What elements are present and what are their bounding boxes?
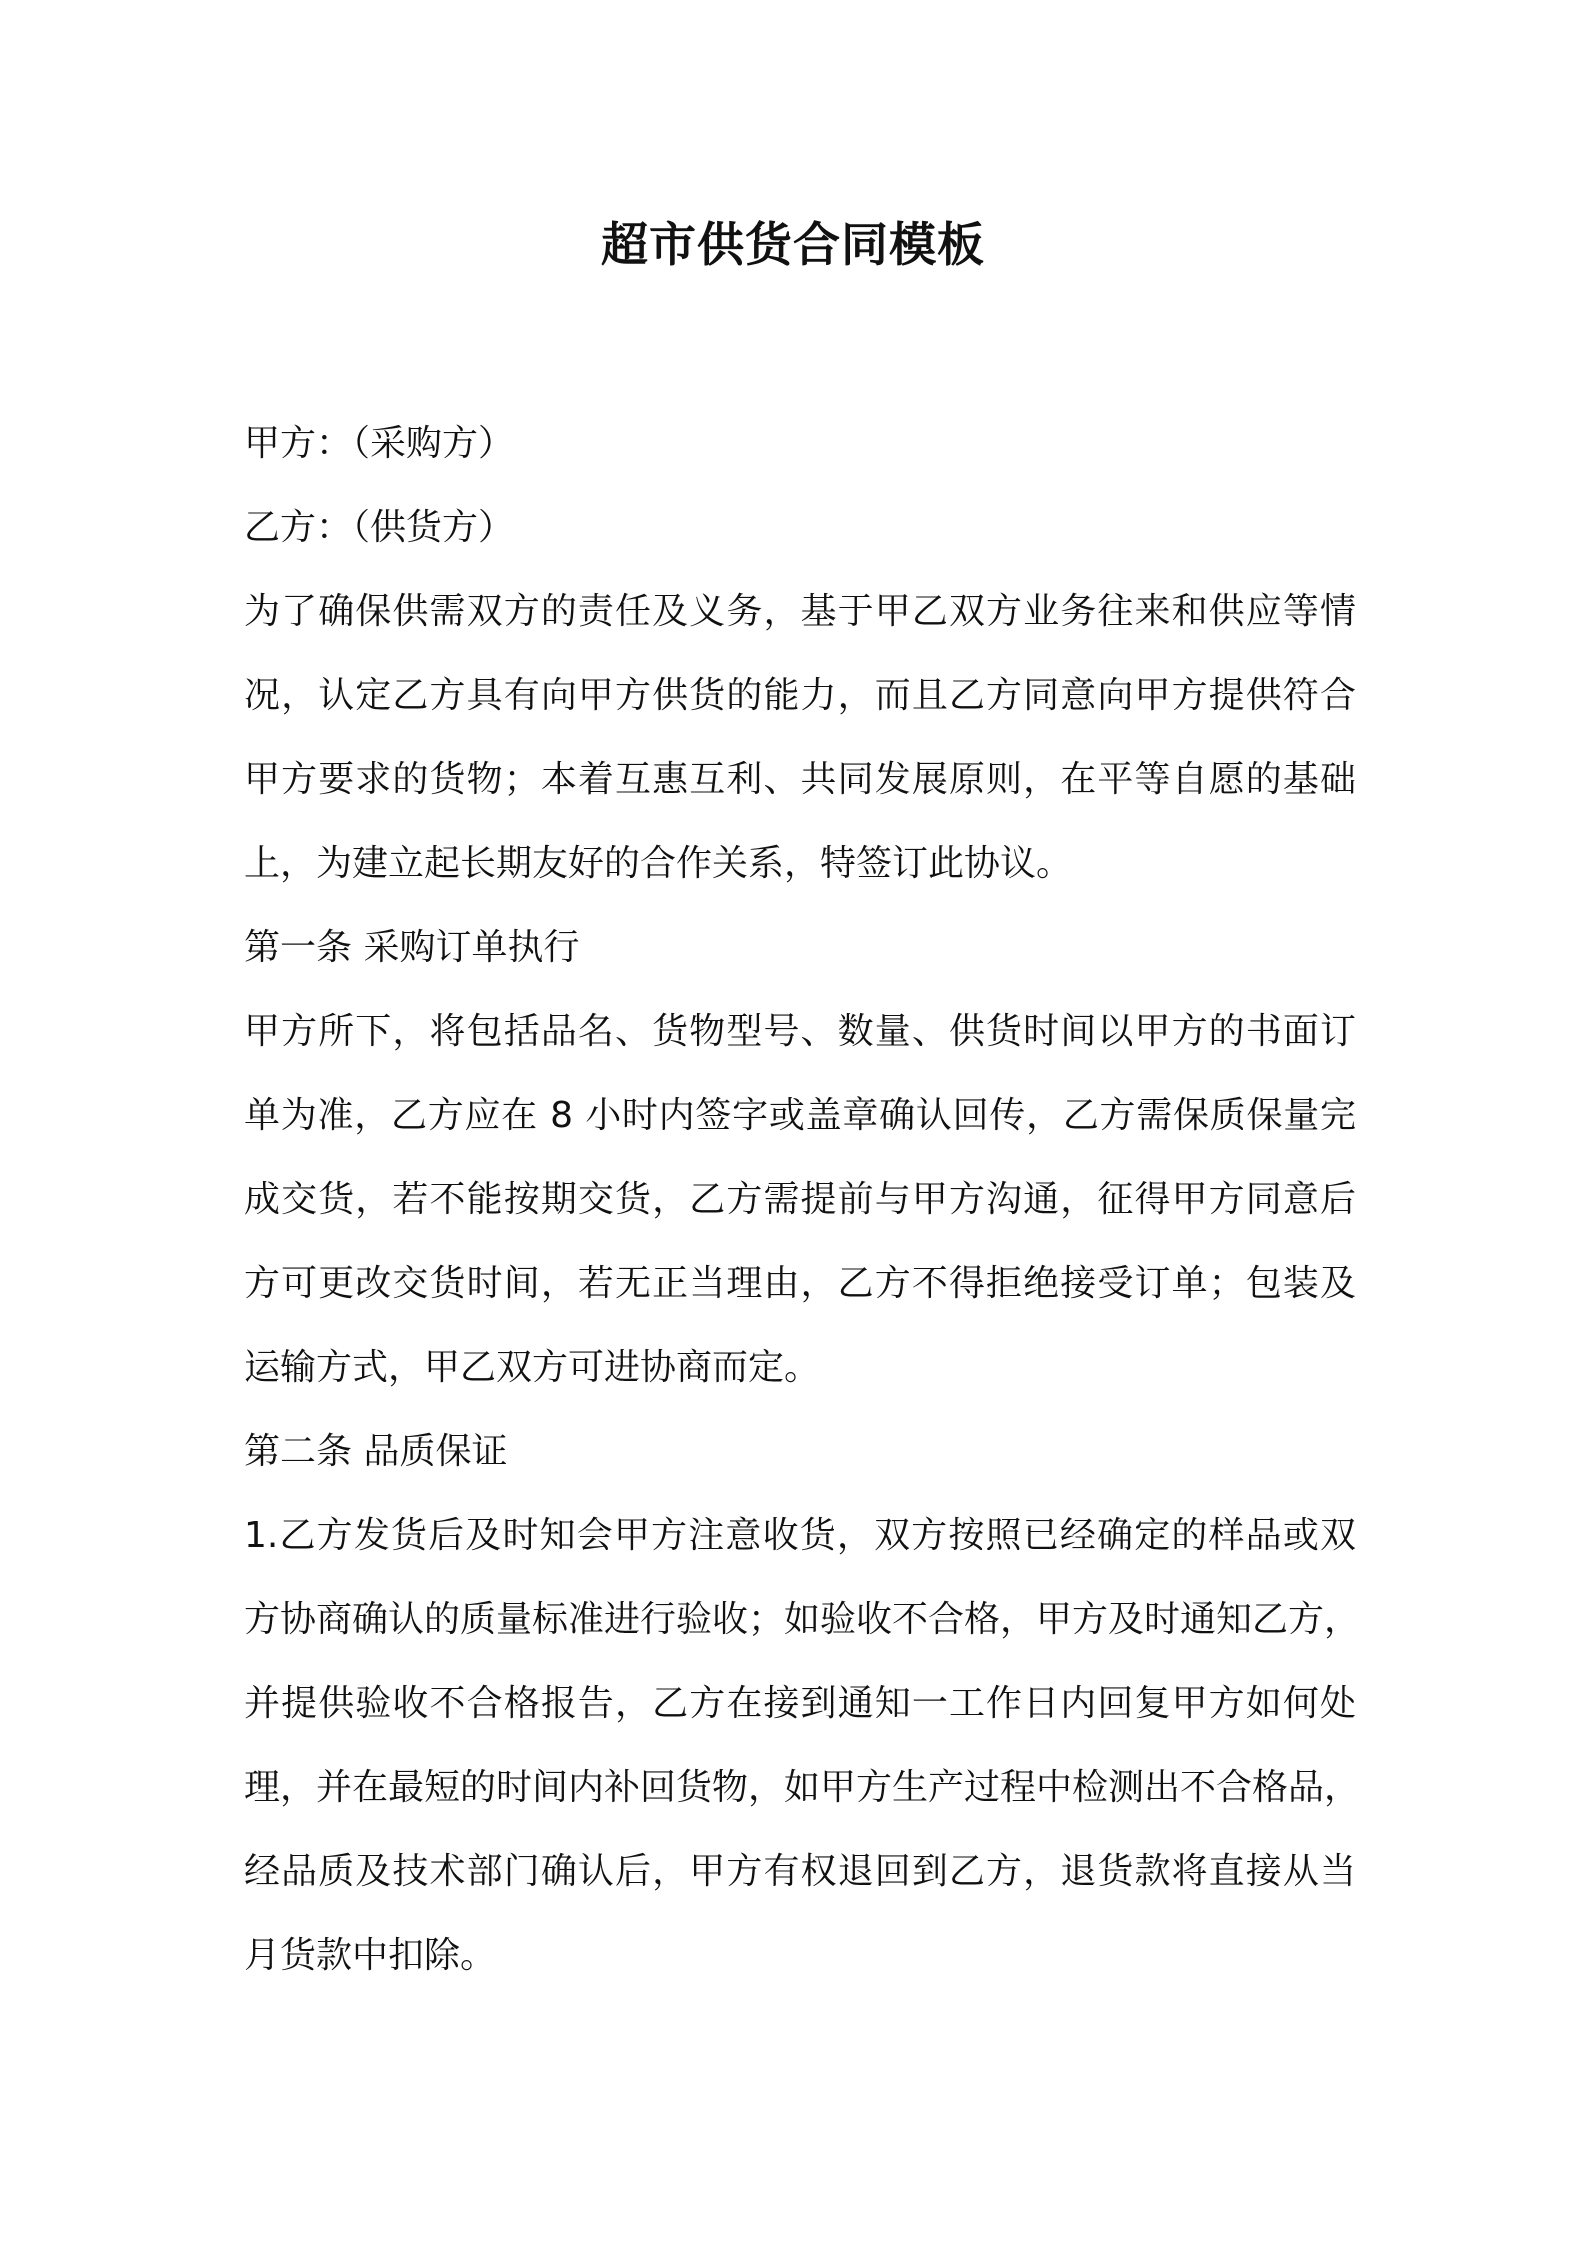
document-title: 超市供货合同模板 bbox=[601, 218, 985, 273]
article-2-line: 1.乙方发货后及时知会甲方注意收货，双方按照已经确定的样品或双 bbox=[244, 1515, 1356, 1556]
article-1-line: 运输方式，甲乙双方可进协商而定。 bbox=[244, 1347, 821, 1388]
document-body bbox=[244, 402, 1361, 1998]
article-1-line: 单为准，乙方应在 8 小时内签字或盖章确认回传，乙方需保质保量完 bbox=[244, 1095, 1356, 1136]
party-a-line: 甲方：（采购方） bbox=[244, 423, 515, 464]
preamble-line: 况，认定乙方具有向甲方供货的能力，而且乙方同意向甲方提供符合 bbox=[244, 675, 1356, 716]
article-1-heading: 第一条 采购订单执行 bbox=[244, 927, 580, 968]
party-b-line: 乙方：（供货方） bbox=[244, 507, 515, 548]
article-2-line: 月货款中扣除。 bbox=[244, 1935, 497, 1976]
article-2-line: 并提供验收不合格报告，乙方在接到通知一工作日内回复甲方如何处 bbox=[244, 1683, 1356, 1724]
article-2-line: 理，并在最短的时间内补回货物，如甲方生产过程中检测出不合格品， bbox=[244, 1767, 1361, 1808]
article-1-line: 甲方所下，将包括品名、货物型号、数量、供货时间以甲方的书面订 bbox=[244, 1011, 1356, 1052]
preamble-line: 上，为建立起长期友好的合作关系，特签订此协议。 bbox=[244, 843, 1073, 884]
article-2-line: 方协商确认的质量标准进行验收；如验收不合格，甲方及时通知乙方， bbox=[244, 1599, 1361, 1640]
article-2-heading: 第二条 品质保证 bbox=[244, 1431, 508, 1472]
article-1-line: 方可更改交货时间，若无正当理由，乙方不得拒绝接受订单；包装及 bbox=[244, 1263, 1356, 1304]
article-2-line: 经品质及技术部门确认后，甲方有权退回到乙方，退货款将直接从当 bbox=[244, 1851, 1356, 1892]
preamble-line: 为了确保供需双方的责任及义务，基于甲乙双方业务往来和供应等情 bbox=[244, 591, 1356, 632]
article-1-line: 成交货，若不能按期交货，乙方需提前与甲方沟通，征得甲方同意后 bbox=[244, 1179, 1356, 1220]
preamble-line: 甲方要求的货物；本着互惠互利、共同发展原则，在平等自愿的基础 bbox=[244, 759, 1356, 800]
